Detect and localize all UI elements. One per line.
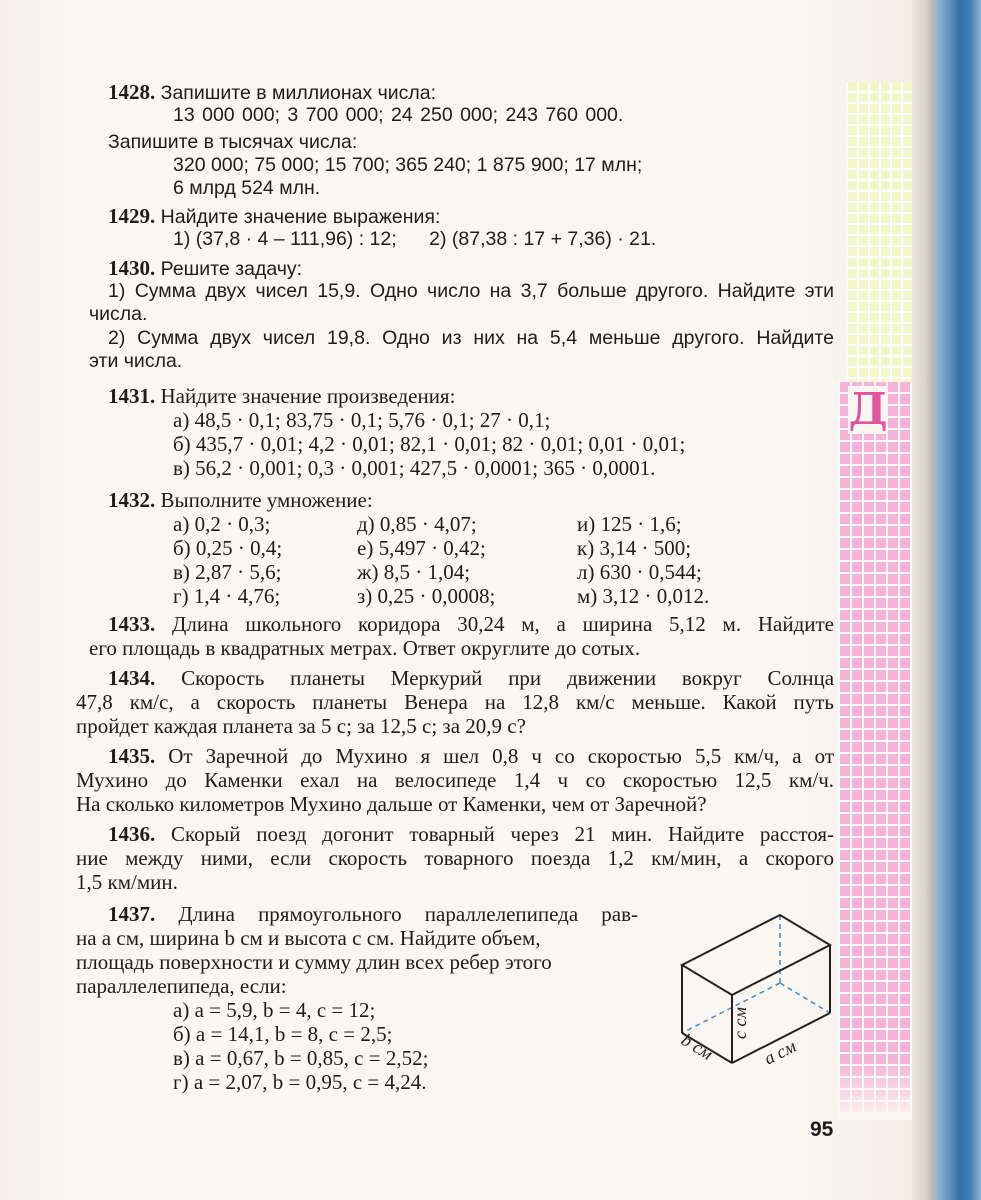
problem-1430-line-2: 1) Сумма двух чисел 15,9. Одно число на 3,7 больше другого. Найдите эти xyxy=(108,280,834,302)
problem-1437-line-4: параллелепипеда, если: xyxy=(76,974,287,998)
problem-text: Найдите значение произведения: xyxy=(160,384,456,408)
problem-number: 1436. xyxy=(108,822,156,846)
problem-number: 1437. xyxy=(108,902,156,926)
exercise-item: в) a = 0,67, b = 0,85, c = 2,52; xyxy=(173,1046,429,1070)
problem-number: 1434. xyxy=(108,666,156,690)
problem-1431-line-1 xyxy=(108,384,455,408)
exercise-item: г) a = 2,07, b = 0,95, c = 4,24. xyxy=(173,1070,427,1094)
exercise-item: в) 2,87 · 5,6; xyxy=(173,560,282,584)
length-label: a см xyxy=(760,1035,800,1069)
pink-grid-fade xyxy=(838,1060,912,1120)
page-edge-shadow xyxy=(912,0,934,1200)
exercise-item: з) 0,25 · 0,0008; xyxy=(357,584,496,608)
problem-1430-line-5: эти числа. xyxy=(89,350,183,372)
problem-1431-line-4: в) 56,2 · 0,001; 0,3 · 0,001; 427,5 · 0,0001; 365 · 0,0001. xyxy=(173,456,656,480)
exercise-item: а) 0,2 · 0,3; xyxy=(173,512,271,536)
exercise-item: л) 630 · 0,544; xyxy=(577,560,702,584)
problem-1437-line-2: на a см, ширина b см и высота c см. Найдите объем, xyxy=(76,926,541,950)
problem-1434-line-1 xyxy=(108,666,834,690)
problem-1428-line-4: 320 000; 75 000; 15 700; 365 240; 1 875 900; 17 млн; xyxy=(173,154,643,176)
problem-1434-line-2: 47,8 км/с, а скорость планеты Венера на 12,8 км/с меньше. Какой путь xyxy=(76,690,834,714)
problem-1432-line-1 xyxy=(108,488,373,512)
problem-1431-line-2: а) 48,5 · 0,1; 83,75 · 0,1; 5,76 · 0,1; 27 · 0,1; xyxy=(173,408,551,432)
problem-1430-line-3: числа. xyxy=(89,303,148,325)
exercise-item: б) 0,25 · 0,4; xyxy=(173,536,283,560)
top-face xyxy=(682,915,830,995)
problem-1436-line-2: ние между ними, если скорость товарного поезда 1,2 км/мин, а скорого xyxy=(76,846,834,870)
problem-text: Длина школьного коридора 30,24 м, а ширина 5,12 м. Найдите xyxy=(172,612,834,636)
exercise-item: а) a = 5,9, b = 4, c = 12; xyxy=(173,998,376,1022)
problem-1430-line-1 xyxy=(108,256,302,281)
problem-1429-line-2: 1) (37,8 · 4 – 111,96) : 12; 2) (87,38 : 17 + 7,36) · 21. xyxy=(173,228,657,250)
page-number: 95 xyxy=(810,1118,834,1141)
width-label: b см xyxy=(677,1029,717,1064)
problem-1434-line-3: пройдет каждая планета за 5 с; за 12,5 с; за 20,9 с? xyxy=(76,714,526,738)
problem-number: 1432. xyxy=(108,488,156,512)
problem-text: Скорость планеты Меркурий при движении вокруг Солнца xyxy=(181,666,835,690)
exercise-item: г) 1,4 · 4,76; xyxy=(173,584,281,608)
problem-1428-line-3: Запишите в тысячах числа: xyxy=(108,131,358,153)
problem-1428-line-5: 6 млрд 524 млн. xyxy=(173,177,321,199)
problem-number: 1435. xyxy=(108,744,156,768)
problem-number: 1428. xyxy=(108,80,156,104)
problem-1433-line-1 xyxy=(108,612,834,636)
problem-1437-line-3: площадь поверхности и сумму длин всех ребер этого xyxy=(76,950,552,974)
exercise-item: д) 0,85 · 4,07; xyxy=(357,512,477,536)
problem-number: 1431. xyxy=(108,384,156,408)
problem-text: Найдите значение выражения: xyxy=(160,206,441,228)
problem-text: От Заречной до Мухино я шел 0,8 ч со скоростью 5,5 км/ч, а от xyxy=(168,744,835,768)
exercise-item: ж) 8,5 · 1,04; xyxy=(357,560,471,584)
parallelepiped-figure xyxy=(660,905,840,1085)
pink-grid-decoration xyxy=(838,382,912,1112)
problem-1428-line-1 xyxy=(108,80,436,105)
hidden-edge xyxy=(780,983,830,1013)
problem-1436-line-3: 1,5 км/мин. xyxy=(76,870,178,894)
problem-text: Длина прямоугольного параллелепипеда рав- xyxy=(178,902,639,926)
green-grid-decoration xyxy=(846,82,912,382)
problem-number: 1430. xyxy=(108,256,156,280)
problem-1435-line-1 xyxy=(108,744,834,768)
problem-1436-line-1 xyxy=(108,822,834,846)
problem-text: Запишите в миллионах числа: xyxy=(160,82,437,104)
book-cover-edge xyxy=(934,0,981,1200)
problem-1428-line-2: 13 000 000; 3 700 000; 24 250 000; 243 760 000. xyxy=(173,104,624,126)
problem-text: Выполните умножение: xyxy=(160,488,373,512)
exercise-item: м) 3,12 · 0,012. xyxy=(577,584,710,608)
problem-1429-line-1 xyxy=(108,204,440,229)
problem-1435-line-3: На сколько километров Мухино дальше от Каменки, чем от Заречной? xyxy=(76,792,707,816)
problem-1435-line-2: Мухино до Каменки ехал на велосипеде 1,4 ч со скоростью 12,5 км/ч. xyxy=(76,768,834,792)
problem-1431-line-3: б) 435,7 · 0,01; 4,2 · 0,01; 82,1 · 0,01; 82 · 0,01; 0,01 · 0,01; xyxy=(173,432,686,456)
problem-number: 1433. xyxy=(108,612,156,636)
exercise-item: к) 3,14 · 500; xyxy=(577,536,692,560)
problem-text: Решите задачу: xyxy=(160,258,303,280)
section-letter-marker: Д xyxy=(848,384,888,435)
exercise-item: б) a = 14,1, b = 8, c = 2,5; xyxy=(173,1022,393,1046)
height-label: c см xyxy=(730,1007,750,1039)
exercise-item: е) 5,497 · 0,42; xyxy=(357,536,486,560)
problem-text: Скорый поезд догонит товарный через 21 мин. Найдите расстоя- xyxy=(171,822,834,846)
exercise-item: и) 125 · 1,6; xyxy=(577,512,682,536)
problem-1430-line-4: 2) Сумма двух чисел 19,8. Одно из них на 5,4 меньше другого. Найдите xyxy=(108,327,834,349)
problem-number: 1429. xyxy=(108,204,156,228)
problem-1437-line-1 xyxy=(108,902,638,926)
problem-1433-line-2: его площадь в квадратных метрах. Ответ округлите до сотых. xyxy=(89,636,641,660)
